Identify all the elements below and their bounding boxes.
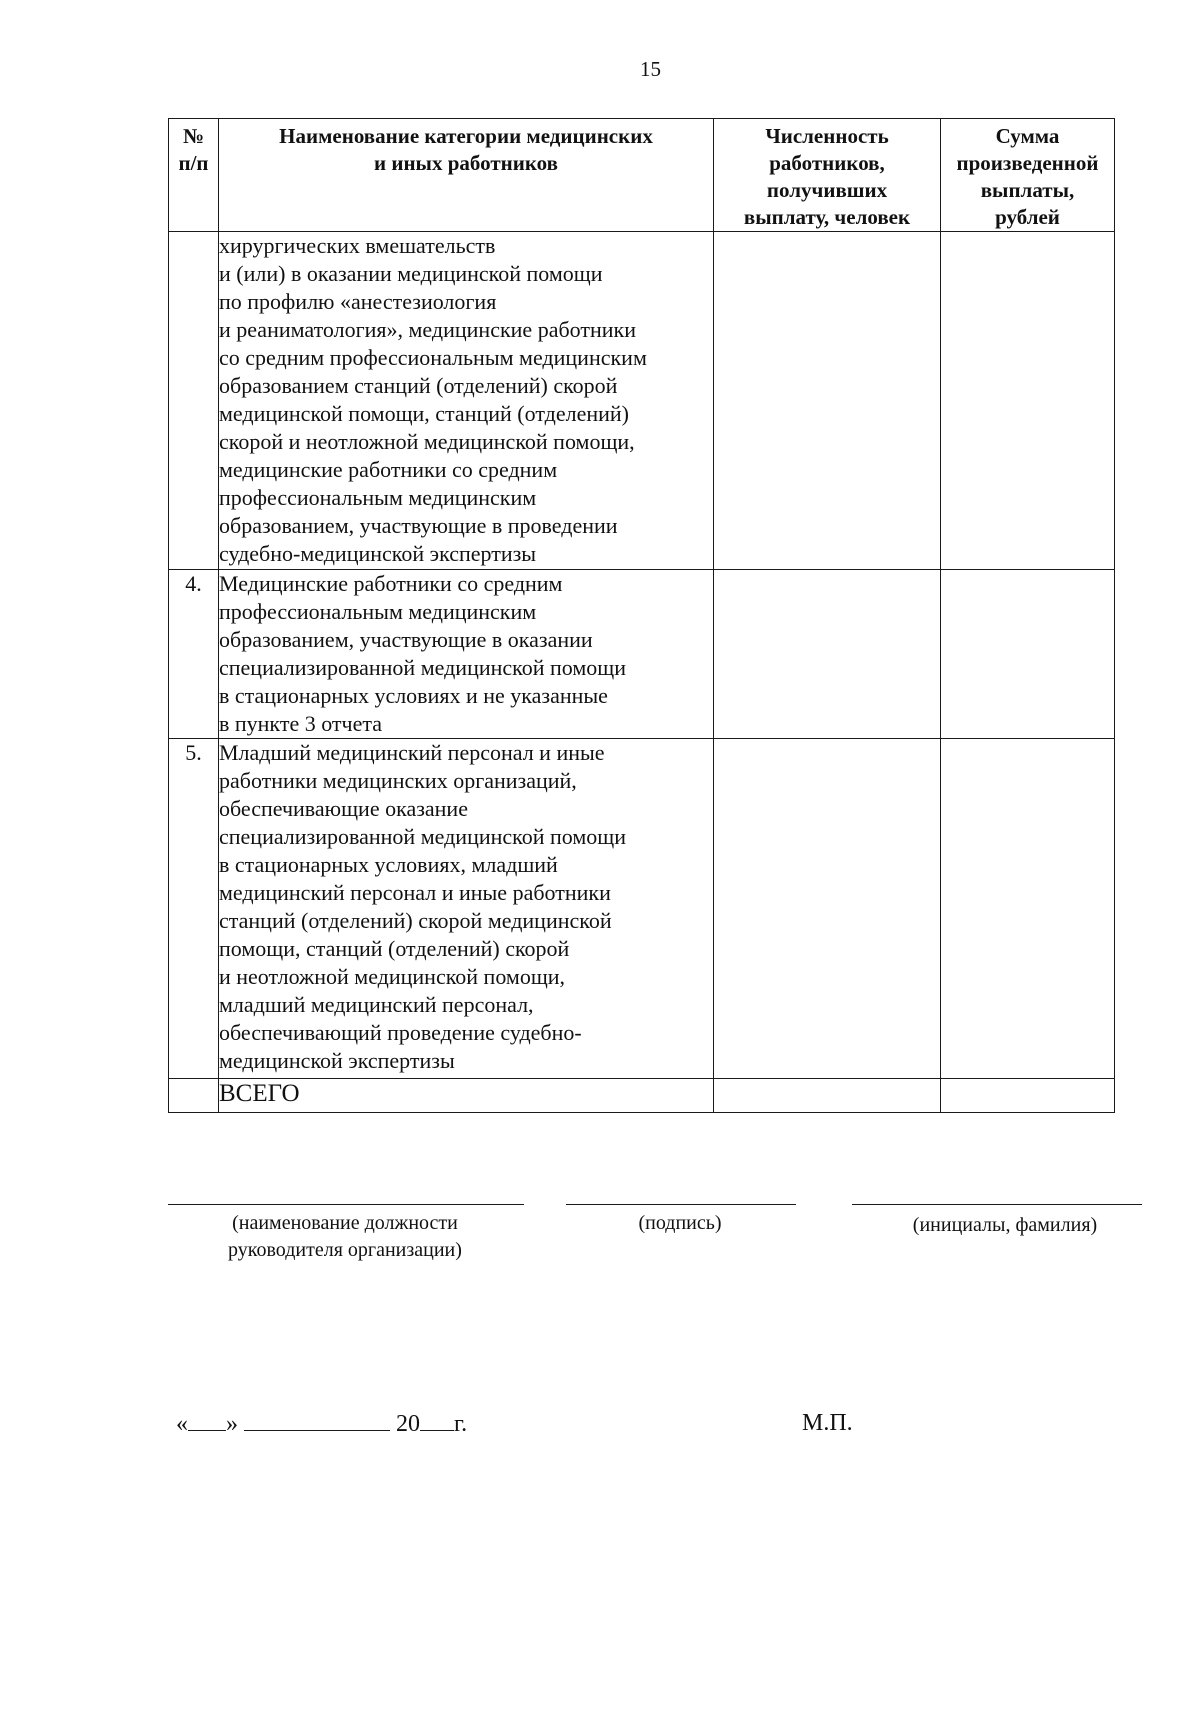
table-row — [169, 570, 1115, 739]
header-employee-count — [714, 119, 941, 232]
header-employee-count-text: Численность работников, получивших выплату, человек — [743, 124, 911, 229]
total-label: ВСЕГО — [219, 1079, 714, 1113]
header-number — [169, 119, 219, 232]
signature-caption: (подпись) — [638, 1212, 722, 1234]
row-number: 4. — [169, 570, 219, 739]
row-number: 5. — [169, 739, 219, 1079]
date-line — [176, 1408, 467, 1438]
table-row — [169, 232, 1115, 570]
table-row — [169, 739, 1115, 1079]
total-employee-count-cell[interactable] — [714, 1079, 941, 1113]
name-caption: (инициалы, фамилия) — [912, 1214, 1098, 1236]
row-payment-sum-cell[interactable] — [941, 570, 1115, 739]
row-category-name: Младший медицинский персонал и иные работники медицинских организаций, обеспечивающие оказание специализированной медицинской помощи в стационарных условиях, младший медицинский персонал и иные работники станций (отделений) скорой медицинской помощи, станций (отделений) скорой и неотложной медицинской помощи, младший медицинский персонал, обеспечивающий проведение судебно- медицинской экспертизы — [219, 739, 714, 1079]
year-prefix: 20 — [396, 1411, 420, 1437]
table-total-row — [169, 1079, 1115, 1113]
total-number-cell — [169, 1079, 219, 1113]
page-number: 15 — [640, 57, 661, 81]
name-signature-line[interactable] — [852, 1204, 1142, 1205]
row-employee-count-cell[interactable] — [714, 232, 941, 570]
report-table — [168, 118, 1115, 1113]
row-employee-count-cell[interactable] — [714, 739, 941, 1079]
date-close-quote: » — [226, 1411, 238, 1437]
year-suffix: г. — [454, 1411, 468, 1437]
header-payment-sum-text: Сумма произведенной выплаты, рублей — [956, 124, 1099, 229]
position-signature-line[interactable] — [168, 1204, 524, 1205]
header-payment-sum — [941, 119, 1115, 232]
month-blank[interactable] — [244, 1408, 390, 1431]
day-blank[interactable] — [188, 1408, 226, 1431]
signature-line[interactable] — [566, 1204, 796, 1205]
year-blank[interactable] — [420, 1408, 454, 1431]
row-number — [169, 232, 219, 570]
stamp-place: М.П. — [802, 1410, 853, 1436]
row-payment-sum-cell[interactable] — [941, 232, 1115, 570]
total-payment-sum-cell[interactable] — [941, 1079, 1115, 1113]
row-payment-sum-cell[interactable] — [941, 739, 1115, 1079]
header-category-name-text: Наименование категории медицинских и иных работников — [279, 124, 653, 175]
table-header-row — [169, 119, 1115, 232]
row-category-name: хирургических вмешательств и (или) в оказании медицинской помощи по профилю «анестезиология и реаниматология», медицинские работники со средним профессиональным медицинским образованием станций (отделений) скорой медицинской помощи, станций (отделений) скорой и неотложной медицинской помощи, медицинские работники со средним профессиональным медицинским образованием, участвующие в проведении судебно-медицинской экспертизы — [219, 232, 714, 570]
header-number-text: № п/п — [178, 124, 209, 175]
date-open-quote: « — [176, 1411, 188, 1437]
position-caption: (наименование должности руководителя организации) — [228, 1212, 462, 1261]
header-category-name — [219, 119, 714, 232]
row-employee-count-cell[interactable] — [714, 570, 941, 739]
row-category-name: Медицинские работники со средним профессиональным медицинским образованием, участвующие в оказании специализированной медицинской помощи в стационарных условиях и не указанные в пункте 3 отчета — [219, 570, 714, 739]
